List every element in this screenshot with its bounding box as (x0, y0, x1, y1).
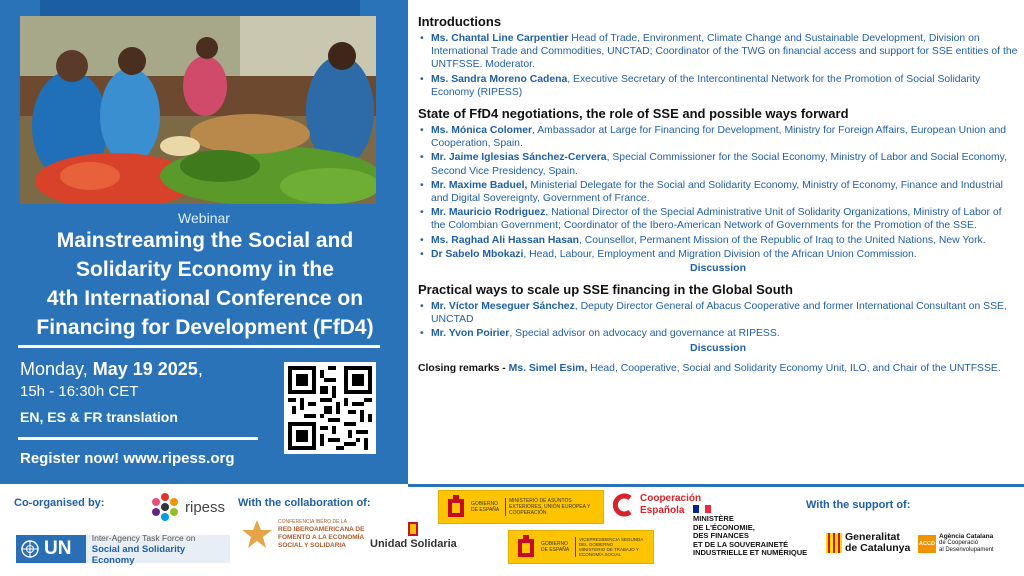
speaker-desc: , Deputy Director General of Abacus Cooperative and former International Consultant on SSE, UNCTAD (431, 301, 1007, 326)
speaker-desc: , Head, Labour, Employment and Migration Division of the African Union Commission. (523, 248, 917, 260)
ministere-economie-france-logo (693, 505, 807, 558)
speaker-item (418, 300, 1018, 326)
generalitat-catalunya-logo (826, 532, 910, 554)
date-comma: , (197, 359, 203, 379)
speaker-desc: , Special Commissioner for the Social Economy, Ministry of Labor and Social Economy, Second Vice Presidency, Spain. (431, 152, 1007, 177)
webinar-label: Webinar (178, 210, 230, 226)
speaker-name: Ms. Raghad Ali Hassan Hasan (431, 234, 580, 246)
speaker-desc: , National Director of the Special Administrative Unit of Solidarity Organizations, Ministry of Labor of the Colombian Government; Coordinator of the Ibero-American Network of Governments for the Promotion of the SSE. (431, 207, 1002, 232)
accd-mark: ACCD (918, 535, 936, 553)
spain-coat-of-arms-icon (515, 533, 537, 561)
footer-divider (408, 484, 1024, 487)
red-ibero-line: RED IBEROAMERICANA DE (278, 526, 365, 533)
closing-speaker-name: Ms. Simel Esim, (508, 362, 588, 374)
speaker-item (418, 327, 1018, 340)
cooperacion-espanola-logo (610, 492, 701, 518)
speaker-desc: Ministerial Delegate for the Social and Solidarity Economy, Ministry of Economy, Finance and Industrial and Digital Sovereignty, Government of France. (431, 179, 1003, 205)
agenda (418, 14, 1018, 375)
speaker-name: Mr. Mauricio Rodriguez (431, 207, 546, 219)
ripess-logo (148, 492, 225, 522)
speaker-item (418, 73, 1018, 99)
red-ibero-line: SOCIAL Y SOLIDARIA (278, 542, 346, 549)
speaker-name: Ms. Sandra Moreno Cadena (431, 73, 568, 85)
event-date (20, 359, 203, 380)
market-photo (20, 16, 376, 204)
cooperacion-c-icon (610, 492, 636, 518)
divider (18, 345, 380, 348)
red-iberoamericana-logo (240, 518, 364, 550)
top-band (40, 0, 360, 16)
ministere-text (693, 515, 807, 558)
title-line: Solidarity Economy in the (76, 258, 334, 281)
spain-coat-of-arms-icon (445, 493, 467, 521)
closing-speaker-desc: Head, Cooperative, Social and Solidarity Economy Unit, ILO, and Chair of the UNTFSSE. (587, 362, 1001, 374)
red-ibero-line: FOMENTO A LA ECONOMÍA (278, 534, 365, 541)
cooperacion-text (640, 493, 701, 517)
title-line: Financing for Development (FfD4) (36, 316, 374, 339)
event-time: 15h - 16:30h CET (20, 383, 139, 400)
ripess-flower-icon (148, 492, 182, 522)
discussion-label: Discussion (689, 262, 747, 275)
mites-spain-logo (508, 530, 654, 564)
speaker-name: Ms. Mónica Colomer (431, 125, 533, 137)
generalitat-line: de Catalunya (845, 542, 911, 554)
ministere-line: ET DE LA SOUVERAINETÉ (693, 539, 789, 549)
speaker-desc: , Counsellor, Permanent Mission of the Republic of Iraq to the United Nations, New York. (579, 234, 986, 246)
ministere-line: MINISTÈRE (693, 514, 734, 523)
mites-gobierno-text: GOBIERNO DE ESPAÑA (541, 541, 570, 553)
accd-line: de Cooperació (939, 540, 979, 546)
speaker-name: Ms. Chantal Line Carpentier (431, 33, 569, 44)
speaker-name: Mr. Maxime Baduel, (431, 179, 528, 191)
red-ibero-text (278, 518, 364, 550)
section-introductions (418, 14, 1018, 99)
speaker-list (418, 300, 1018, 341)
speaker-item (418, 124, 1018, 150)
cooperacion-line: Cooperación (640, 493, 702, 504)
speaker-item (418, 179, 1018, 205)
register-link[interactable]: Register now! www.ripess.org (20, 450, 235, 467)
speaker-desc: , Executive Secretary of the Intercontinental Network for the Promotion of Social Solidarity Economy (RIPESS) (431, 73, 981, 98)
ministere-line: DE L'ÉCONOMIE, (693, 522, 755, 532)
speaker-list (418, 124, 1018, 261)
section-ffd4-negotiations (418, 106, 1018, 274)
speaker-item (418, 248, 1018, 261)
un-tfsse-logo (16, 532, 230, 566)
mae-gobierno-text: GOBIERNO DE ESPAÑA (471, 501, 500, 513)
un-task-force-line: Social and Solidarity Economy (91, 543, 186, 566)
ministere-line: DES FINANCES (693, 531, 749, 540)
cooperacion-line: Española (640, 505, 685, 516)
accd-line: al Desenvolupament (939, 547, 994, 553)
un-emblem-icon (20, 539, 40, 559)
un-task-force-text (92, 533, 230, 566)
speaker-desc: , Special advisor on advocacy and governance at RIPESS. (509, 328, 780, 340)
mae-spain-logo (438, 490, 604, 524)
catalan-flag-icon (826, 533, 842, 553)
mites-line: VICEPRESIDENCIA SEGUNDA DEL GOBIERNO (579, 537, 644, 547)
speaker-item (418, 32, 1018, 72)
speaker-item (418, 206, 1018, 232)
collaboration-label: With the collaboration of: (238, 497, 371, 509)
translation-info: EN, ES & FR translation (20, 409, 178, 425)
closing-remarks (418, 362, 1018, 375)
webinar-title (10, 226, 400, 342)
coorganised-label: Co-organised by: (14, 497, 105, 509)
event-day: Monday, (20, 359, 88, 379)
accd-text (939, 533, 994, 554)
support-label: With the support of: (806, 499, 911, 511)
left-panel (0, 0, 408, 484)
red-ibero-star-icon (240, 518, 274, 550)
speaker-name: Dr Sabelo Mbokazi (431, 248, 524, 260)
ripess-wordmark: ripess (185, 498, 226, 516)
generalitat-text (845, 532, 910, 554)
event-date-bold: May 19 2025 (92, 359, 198, 379)
section-practical-ways (418, 282, 1018, 354)
section-title: Practical ways to scale up SSE financing in the Global South (418, 282, 793, 298)
unidad-solidaria-emblem-icon (402, 520, 424, 538)
closing-label: Closing remarks - (418, 362, 509, 374)
speaker-list (418, 32, 1018, 99)
speaker-desc: Head of Trade, Environment, Climate Change and Sustainable Development, Division on International Trade and Commodities, UNCTAD; Coordinator of the TWG on financial access and support for SSE entities of the UNTFSSE. Moderator. (431, 33, 1018, 71)
un-emblem-block (16, 535, 86, 563)
section-title: State of FfD4 negotiations, the role of SSE and possible ways forward (418, 106, 849, 122)
section-title: Introductions (418, 14, 502, 29)
qr-code-icon (288, 366, 372, 450)
speaker-name: Mr. Yvon Poirier (431, 328, 510, 340)
french-flag-icon (693, 505, 711, 513)
discussion-label: Discussion (689, 341, 747, 354)
accd-line: Agència Catalana (939, 533, 994, 540)
title-line: Mainstreaming the Social and (56, 229, 354, 252)
title-line: 4th International Conference on (46, 287, 364, 310)
un-letters: UN (44, 538, 72, 559)
speaker-name: Mr. Víctor Meseguer Sánchez (431, 301, 575, 313)
qr-code[interactable] (284, 362, 376, 454)
generalitat-line: Generalitat (845, 531, 900, 543)
mites-text (575, 537, 647, 557)
unidad-solidaria-text: Unidad Solidaria (370, 538, 457, 550)
speaker-item (418, 234, 1018, 247)
divider (18, 437, 258, 440)
speaker-item (418, 151, 1018, 177)
mites-line: MINISTERIO DE TRABAJO Y ECONOMÍA SOCIAL (579, 547, 639, 557)
ministere-line: INDUSTRIELLE ET NUMÉRIQUE (693, 548, 808, 557)
un-task-force-line: Inter-Agency Task Force on (91, 532, 196, 543)
speaker-desc: , Ambassador at Large for Financing for Development, Ministry for Foreign Affairs, European Union and Cooperation, Spain. (431, 125, 1007, 150)
red-ibero-line: CONFERENCIA IBERO DE LA (278, 519, 347, 525)
speaker-name: Mr. Jaime Iglesias Sánchez-Cervera (431, 152, 607, 164)
accd-logo (918, 533, 994, 554)
mae-ministerio-text: MINISTERIO DE ASUNTOS EXTERIORES, UNIÓN EUROPEA Y COOPERACIÓN (505, 498, 595, 516)
unidad-solidaria-logo (370, 520, 457, 550)
